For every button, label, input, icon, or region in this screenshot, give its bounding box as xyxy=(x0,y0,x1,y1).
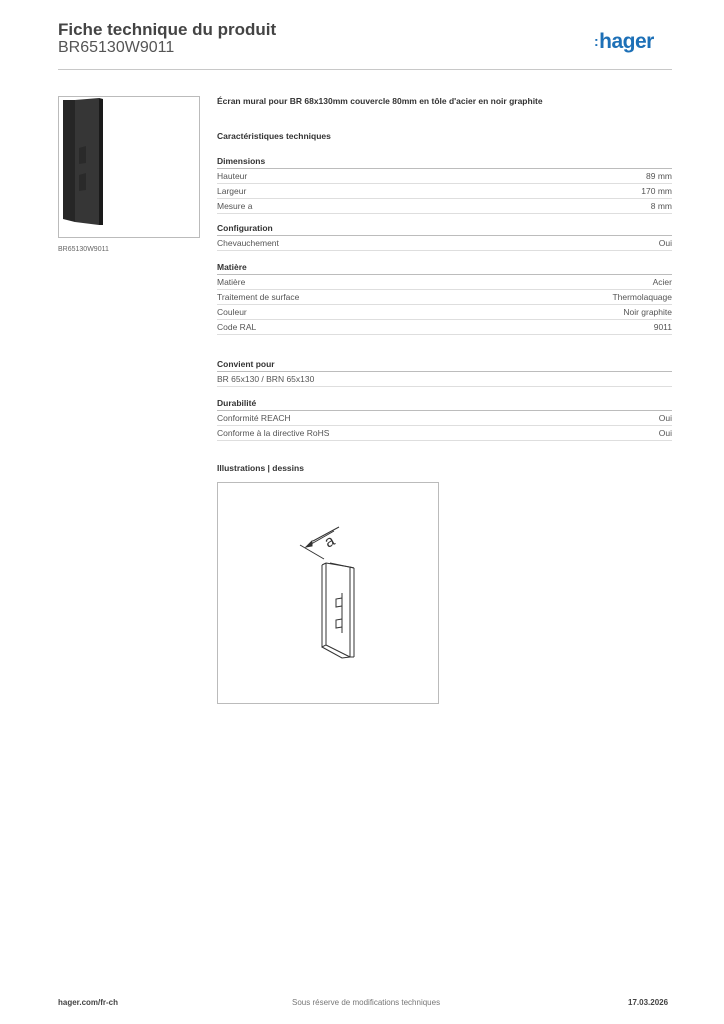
spec-value: 8 mm xyxy=(650,201,672,211)
spec-row xyxy=(217,320,672,335)
product-description: Écran mural pour BR 68x130mm couvercle 80mm en tôle d'acier en noir graphite xyxy=(217,96,543,106)
logo-text: hager xyxy=(599,30,654,53)
spec-value: 89 mm xyxy=(646,171,672,181)
technical-drawing xyxy=(217,482,439,704)
section-material xyxy=(217,260,672,335)
spec-value: 9011 xyxy=(653,322,672,332)
section-title: Durabilité xyxy=(217,396,672,411)
spec-row xyxy=(217,290,672,305)
footer-notice: Sous réserve de modifications techniques xyxy=(292,998,441,1007)
illustrations-title: Illustrations | dessins xyxy=(217,463,304,473)
header-divider xyxy=(58,69,672,70)
spec-value: 170 mm xyxy=(641,186,672,196)
section-durability xyxy=(217,396,672,441)
spec-row xyxy=(217,411,672,426)
product-photo-icon xyxy=(59,97,199,237)
spec-value: Thermolaquage xyxy=(612,292,672,302)
spec-row xyxy=(217,372,672,387)
spec-value: Acier xyxy=(652,277,672,287)
spec-label: BR 65x130 / BRN 65x130 xyxy=(217,374,315,384)
hager-logo: :hager xyxy=(594,30,654,53)
spec-row xyxy=(217,169,672,184)
section-configuration xyxy=(217,221,672,251)
image-caption: BR65130W9011 xyxy=(58,246,109,253)
section-title: Configuration xyxy=(217,221,672,236)
spec-label: Chevauchement xyxy=(217,238,279,248)
spec-label: Hauteur xyxy=(217,171,248,181)
technical-drawing-icon xyxy=(218,483,438,703)
product-image xyxy=(58,96,200,238)
spec-value: Oui xyxy=(658,238,672,248)
tech-characteristics-title: Caractéristiques techniques xyxy=(217,131,331,141)
page-title: Fiche technique du produit xyxy=(58,20,277,39)
spec-label: Conformité REACH xyxy=(217,413,291,423)
section-compatible xyxy=(217,357,672,387)
spec-row xyxy=(217,426,672,441)
spec-label: Traitement de surface xyxy=(217,292,300,302)
section-title: Dimensions xyxy=(217,154,672,169)
spec-label: Couleur xyxy=(217,307,247,317)
spec-row xyxy=(217,275,672,290)
spec-label: Mesure a xyxy=(217,201,253,211)
product-reference: BR65130W9011 xyxy=(58,39,175,56)
spec-row xyxy=(217,305,672,320)
spec-row xyxy=(217,199,672,214)
spec-label: Code RAL xyxy=(217,322,257,332)
section-title: Matière xyxy=(217,260,672,275)
spec-label: Conforme à la directive RoHS xyxy=(217,428,330,438)
spec-label: Matière xyxy=(217,277,246,287)
section-dimensions xyxy=(217,154,672,214)
spec-row xyxy=(217,236,672,251)
spec-label: Largeur xyxy=(217,186,247,196)
dimension-label: a xyxy=(321,532,338,552)
spec-row xyxy=(217,184,672,199)
spec-value: Noir graphite xyxy=(623,307,672,317)
footer-website-link[interactable]: hager.com/fr-ch xyxy=(58,998,119,1007)
footer-date: 17.03.2026 xyxy=(628,998,669,1007)
section-title: Convient pour xyxy=(217,357,672,372)
spec-value: Oui xyxy=(658,413,672,423)
spec-value: Oui xyxy=(658,428,672,438)
